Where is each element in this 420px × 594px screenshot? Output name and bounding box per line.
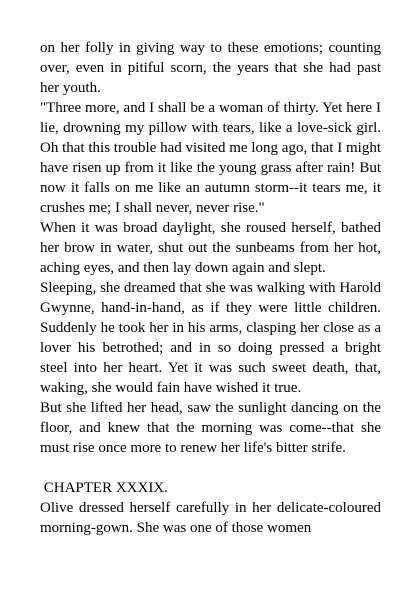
paragraph: Sleeping, she dreamed that she was walking with Harold Gwynne, hand-in-hand, as if they were little children. Suddenly he took her in his arms, clasping her close as a lover his betrothed; and in so doing pressed a bright steel into her heart. Yet it was such sweet death, that, waking, she would fain have wished it true. — [40, 280, 381, 396]
paragraph: When it was broad daylight, she roused herself, bathed her brow in water, shut out the sunbeams from her hot, aching eyes, and then lay down again and slept. — [40, 220, 381, 276]
paragraph: on her folly in giving way to these emotions; counting over, even in pitiful scorn, the years that she had past her youth. — [40, 40, 381, 96]
paragraph: "Three more, and I shall be a woman of thirty. Yet here I lie, drowning my pillow with tears, like a love-sick girl. Oh that this trouble had visited me long ago, that I might have risen up from it like the young grass after rain! But now it falls on me like an autumn storm--it tears me, it crushes me; I shall never, never rise." — [40, 100, 381, 216]
paragraph: Olive dressed herself carefully in her delicate-coloured morning-gown. She was one of those women — [40, 500, 381, 536]
paragraph: But she lifted her head, saw the sunlight dancing on the floor, and knew that the morning was come--that she must rise once more to renew her life's bitter strife. — [40, 400, 381, 456]
page-text — [40, 38, 381, 538]
blank-line — [40, 458, 381, 478]
chapter-heading: CHAPTER XXXIX. — [40, 480, 168, 496]
